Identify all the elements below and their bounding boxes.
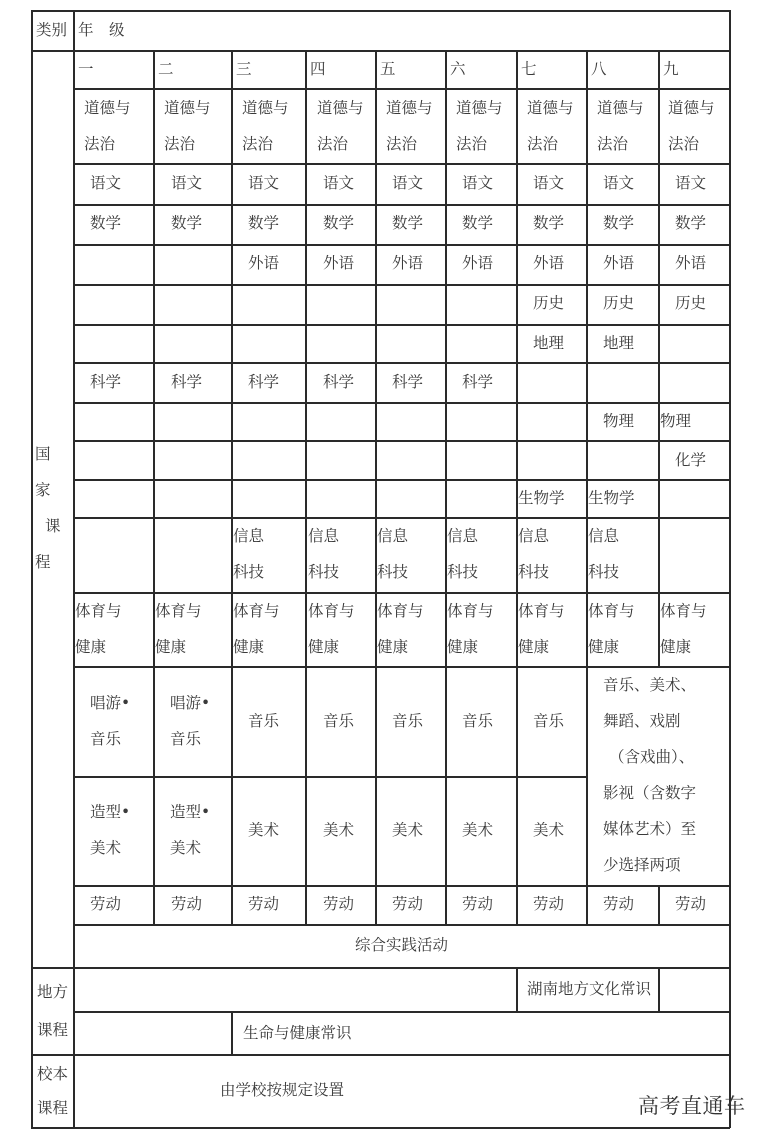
it-cell: 信息 科技: [233, 527, 265, 581]
pe-cell: 体育与 健康: [660, 602, 707, 656]
math-cell: 数学: [462, 214, 494, 232]
grid-line: [658, 967, 660, 1012]
grade-9: 九: [663, 60, 679, 78]
grid-line: [31, 10, 730, 12]
moral-cell: 道德与 法治: [242, 99, 289, 153]
history-cell: 历史: [603, 294, 635, 312]
grade-label: 年 级: [78, 21, 125, 39]
math-cell: 数学: [533, 214, 565, 232]
grade-6: 六: [450, 60, 466, 78]
labor-cell: 劳动: [171, 895, 203, 913]
grid-line: [153, 50, 155, 924]
moral-cell: 道德与 法治: [456, 99, 503, 153]
grid-line: [73, 440, 730, 442]
grid-line: [73, 1011, 730, 1013]
grid-line: [31, 10, 33, 1128]
geography-cell: 地理: [533, 334, 565, 352]
chemistry-cell: 化学: [675, 451, 707, 469]
chinese-cell: 语文: [323, 174, 355, 192]
pe-cell: 体育与 健康: [588, 602, 635, 656]
chinese-cell: 语文: [248, 174, 280, 192]
pe-cell: 体育与 健康: [75, 602, 122, 656]
grid-line: [231, 50, 233, 924]
foreign-cell: 外语: [248, 254, 280, 272]
art-cell: 美术: [533, 821, 565, 839]
chinese-cell: 语文: [533, 174, 565, 192]
moral-cell: 道德与 法治: [668, 99, 715, 153]
school-course-text: 由学校按规定设置: [220, 1081, 345, 1099]
physics-cell: 物理: [603, 412, 635, 430]
chinese-cell: 语文: [392, 174, 424, 192]
geography-cell: 地理: [603, 334, 635, 352]
science-cell: 科学: [90, 373, 122, 391]
it-cell: 信息 科技: [377, 527, 409, 581]
labor-cell: 劳动: [248, 895, 280, 913]
labor-cell: 劳动: [603, 895, 635, 913]
art-cell: 美术: [462, 821, 494, 839]
grid-line: [73, 776, 586, 778]
sing-music-cell: 唱游• 音乐: [170, 694, 211, 748]
labor-cell: 劳动: [90, 895, 122, 913]
sing-music-cell: 唱游• 音乐: [90, 694, 131, 748]
music-cell: 音乐: [323, 712, 355, 730]
it-cell: 信息 科技: [588, 527, 620, 581]
pe-cell: 体育与 健康: [155, 602, 202, 656]
pe-cell: 体育与 健康: [518, 602, 565, 656]
grade-1: 一: [78, 60, 94, 78]
grid-line: [305, 50, 307, 924]
practice-cell: 综合实践活动: [354, 936, 448, 954]
foreign-cell: 外语: [323, 254, 355, 272]
grade-8: 八: [591, 60, 607, 78]
pe-cell: 体育与 健康: [377, 602, 424, 656]
chinese-cell: 语文: [603, 174, 635, 192]
math-cell: 数学: [248, 214, 280, 232]
grid-line: [445, 50, 447, 924]
grid-line: [658, 885, 660, 925]
grid-line: [658, 50, 660, 667]
music-cell: 音乐: [248, 712, 280, 730]
pe-cell: 体育与 健康: [447, 602, 494, 656]
labor-cell: 劳动: [392, 895, 424, 913]
grid-line: [231, 1011, 233, 1055]
physics-cell: 物理: [660, 412, 692, 430]
labor-cell: 劳动: [323, 895, 355, 913]
moral-cell: 道德与 法治: [597, 99, 644, 153]
math-cell: 数学: [392, 214, 424, 232]
history-cell: 历史: [675, 294, 707, 312]
school-course-label: 校本 课程: [37, 1065, 69, 1117]
music-cell: 音乐: [533, 712, 565, 730]
math-cell: 数学: [323, 214, 355, 232]
history-cell: 历史: [533, 294, 565, 312]
pe-cell: 体育与 健康: [233, 602, 280, 656]
math-cell: 数学: [171, 214, 203, 232]
grade-5: 五: [380, 60, 396, 78]
hunan-culture-cell: 湖南地方文化常识: [527, 980, 652, 998]
foreign-cell: 外语: [603, 254, 635, 272]
art-cell: 美术: [248, 821, 280, 839]
national-course-label: 国 家 课 程: [35, 445, 61, 571]
grid-line: [31, 967, 730, 969]
moral-cell: 道德与 法治: [84, 99, 131, 153]
foreign-cell: 外语: [462, 254, 494, 272]
moral-cell: 道德与 法治: [386, 99, 433, 153]
model-art-cell: 造型• 美术: [90, 803, 131, 857]
math-cell: 数学: [603, 214, 635, 232]
it-cell: 信息 科技: [447, 527, 479, 581]
chinese-cell: 语文: [675, 174, 707, 192]
grade-7: 七: [521, 60, 537, 78]
arts-elective-cell: 音乐、美术、 舞蹈、戏剧 （含戏曲）、 影视（含数字 媒体艺术）至 少选择两项: [603, 676, 697, 874]
chinese-cell: 语文: [171, 174, 203, 192]
chinese-cell: 语文: [90, 174, 122, 192]
science-cell: 科学: [392, 373, 424, 391]
pe-cell: 体育与 健康: [308, 602, 355, 656]
art-cell: 美术: [392, 821, 424, 839]
grade-4: 四: [310, 60, 326, 78]
math-cell: 数学: [675, 214, 707, 232]
grid-line: [516, 967, 518, 1012]
grid-line: [31, 1054, 730, 1056]
moral-cell: 道德与 法治: [317, 99, 364, 153]
grid-line: [375, 50, 377, 924]
life-health-cell: 生命与健康常识: [243, 1024, 352, 1042]
labor-cell: 劳动: [533, 895, 565, 913]
biology-cell: 生物学: [518, 489, 565, 507]
science-cell: 科学: [171, 373, 203, 391]
music-cell: 音乐: [392, 712, 424, 730]
art-cell: 美术: [323, 821, 355, 839]
science-cell: 科学: [323, 373, 355, 391]
biology-cell: 生物学: [588, 489, 635, 507]
local-course-label: 地方 课程: [37, 983, 69, 1039]
grade-3: 三: [236, 60, 252, 78]
category-label: 类别: [36, 21, 68, 39]
grid-line: [31, 1127, 730, 1129]
science-cell: 科学: [462, 373, 494, 391]
math-cell: 数学: [90, 214, 122, 232]
music-cell: 音乐: [462, 712, 494, 730]
moral-cell: 道德与 法治: [164, 99, 211, 153]
watermark: 高考直通车: [638, 1094, 746, 1118]
labor-cell: 劳动: [675, 895, 707, 913]
labor-cell: 劳动: [462, 895, 494, 913]
model-art-cell: 造型• 美术: [170, 803, 211, 857]
foreign-cell: 外语: [533, 254, 565, 272]
foreign-cell: 外语: [392, 254, 424, 272]
grid-line: [73, 924, 730, 926]
grade-2: 二: [158, 60, 174, 78]
chinese-cell: 语文: [462, 174, 494, 192]
foreign-cell: 外语: [675, 254, 707, 272]
science-cell: 科学: [248, 373, 280, 391]
it-cell: 信息 科技: [308, 527, 340, 581]
it-cell: 信息 科技: [518, 527, 550, 581]
moral-cell: 道德与 法治: [527, 99, 574, 153]
